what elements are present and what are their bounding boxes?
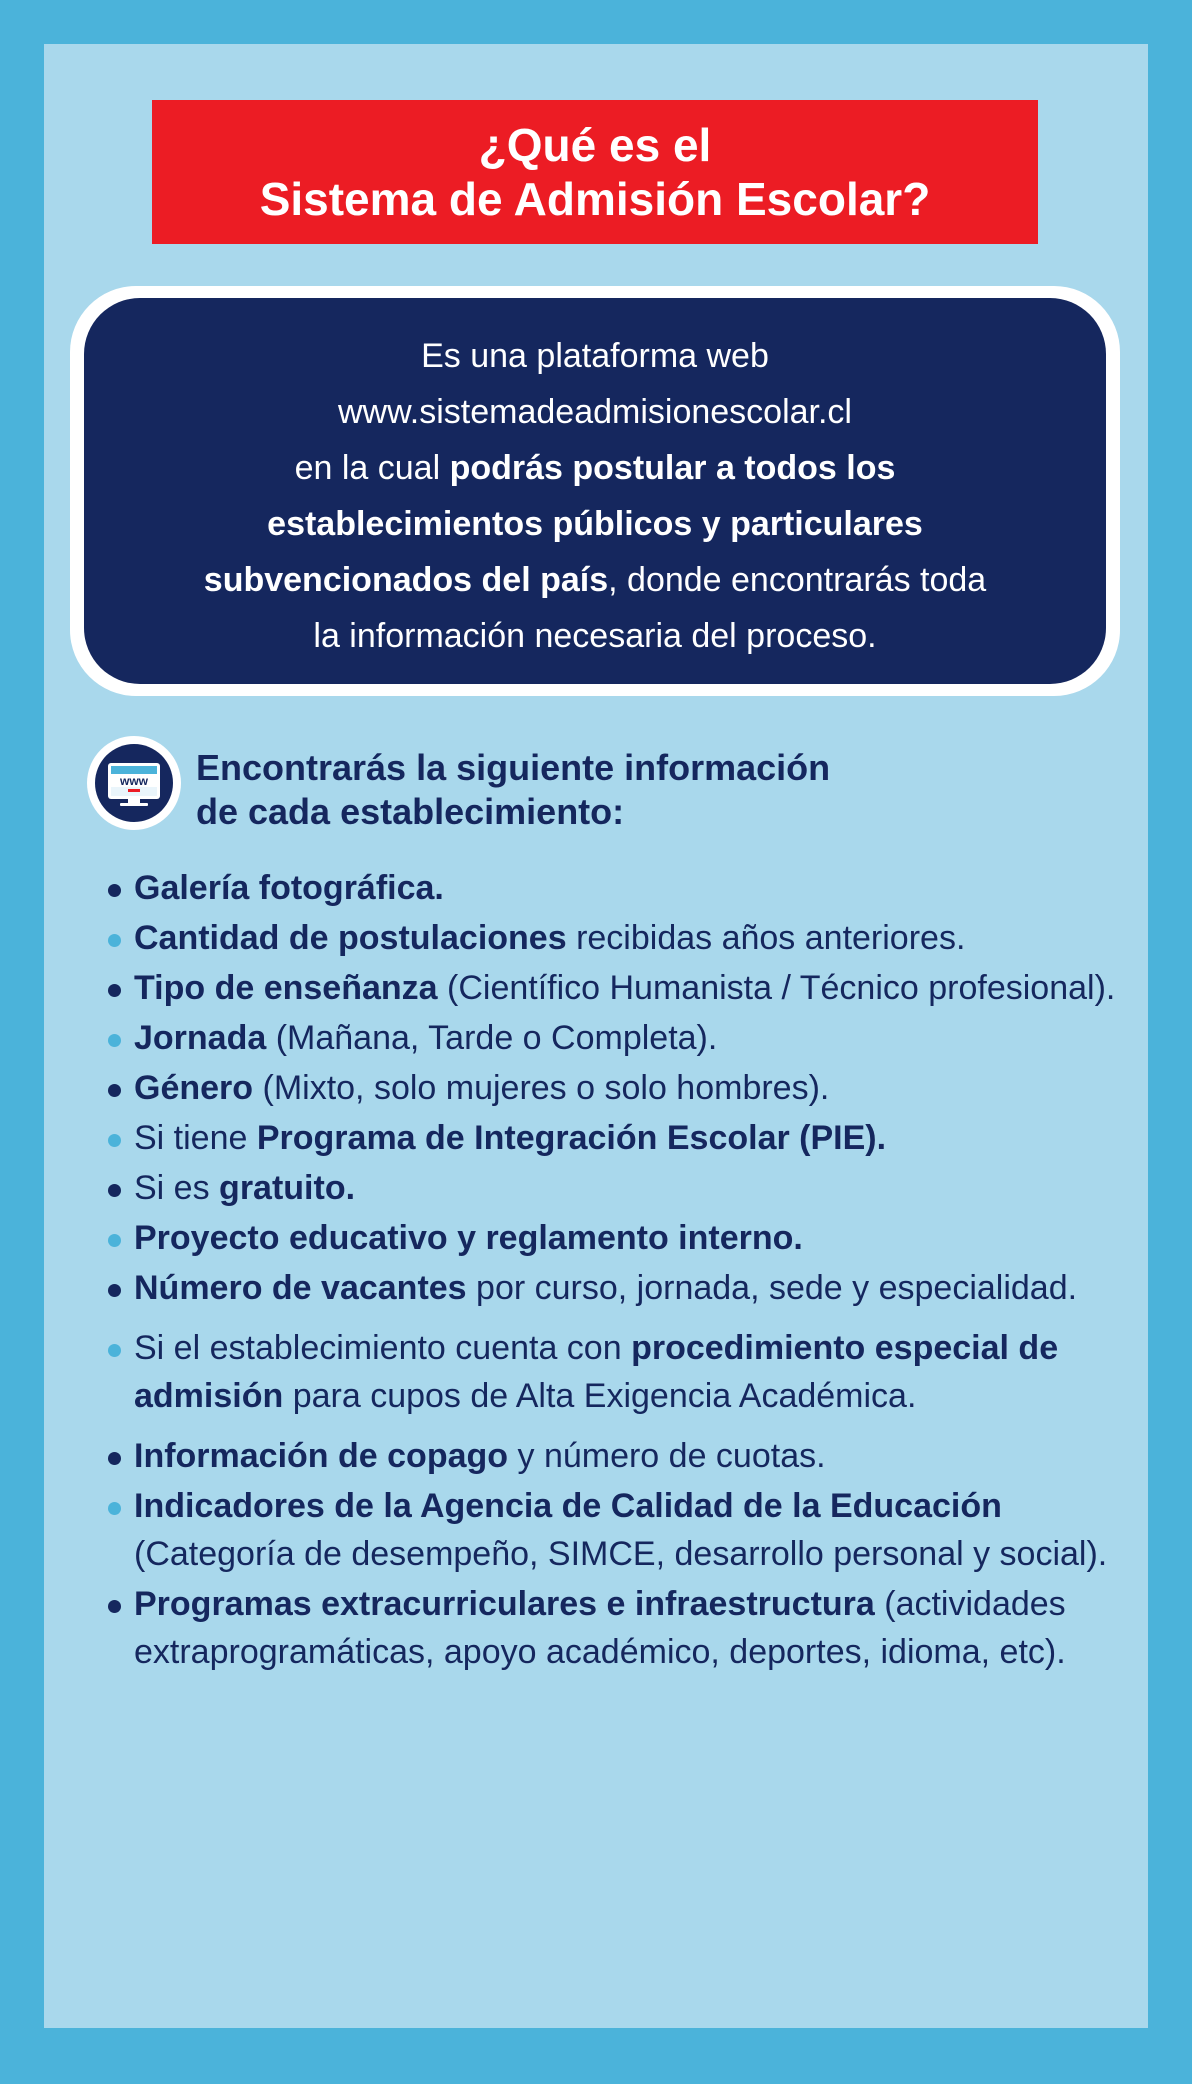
list-item — [100, 1432, 1130, 1480]
intro-bold-text: podrás postular a todos los — [449, 449, 896, 487]
intro-box — [84, 298, 1106, 684]
monitor-icon — [106, 759, 162, 807]
item-bold-text: gratuito. — [219, 1169, 356, 1207]
list-item — [100, 1580, 1130, 1676]
title-line-1: ¿Qué es el — [478, 119, 712, 171]
title-line-2: Sistema de Admisión Escolar? — [259, 173, 931, 225]
info-list — [100, 864, 1130, 1678]
www-icon-background — [95, 744, 173, 822]
item-bold-text: Tipo de enseñanza — [134, 969, 438, 1007]
item-bold-text: Jornada — [134, 1019, 267, 1057]
page-title — [152, 100, 1038, 244]
intro-text: , donde encontrarás toda — [608, 561, 987, 599]
section-heading — [196, 746, 1096, 834]
item-text: recibidas años anteriores. — [566, 919, 966, 957]
item-text: Si el establecimiento cuenta con — [134, 1329, 632, 1367]
bullet-dot — [108, 1284, 121, 1297]
bullet-dot — [108, 1344, 121, 1357]
item-text: (Categoría de desempeño, SIMCE, desarrollo personal y social). — [134, 1535, 1108, 1573]
item-bold-text: procedimiento especial de admisión — [134, 1329, 1059, 1415]
section-heading-line-1: Encontrarás la siguiente información — [196, 747, 831, 788]
item-text: (Mixto, solo mujeres o solo hombres). — [253, 1069, 830, 1107]
item-text: (actividades extraprogramáticas, apoyo académico, deportes, idioma, etc). — [134, 1585, 1066, 1671]
bullet-dot — [108, 934, 121, 947]
item-bold-text: Programa de Integración Escolar (PIE). — [256, 1119, 887, 1157]
intro-line-1: Es una plataforma web — [421, 337, 769, 375]
item-text: (Científico Humanista / Técnico profesional). — [437, 969, 1116, 1007]
list-item — [100, 1482, 1130, 1578]
list-item — [100, 1114, 1130, 1162]
bullet-dot — [108, 1452, 121, 1465]
bullet-dot — [108, 1134, 121, 1147]
item-text: para cupos de Alta Exigencia Académica. — [283, 1377, 917, 1415]
www-monitor-icon — [87, 736, 181, 830]
bullet-dot — [108, 1034, 121, 1047]
intro-url: www.sistemadeadmisionescolar.cl — [338, 393, 852, 431]
item-text: por curso, jornada, sede y especialidad. — [466, 1269, 1078, 1307]
intro-line-3 — [104, 440, 1086, 496]
item-bold-text: Número de vacantes — [134, 1269, 467, 1307]
list-item — [100, 1014, 1130, 1062]
item-text: Si es — [134, 1169, 220, 1207]
intro-line-4: establecimientos públicos y particulares — [267, 505, 923, 543]
list-item — [100, 1264, 1130, 1312]
item-text: Si tiene — [134, 1119, 257, 1157]
list-item — [100, 964, 1130, 1012]
item-text: y número de cuotas. — [508, 1437, 826, 1475]
list-item — [100, 1324, 1130, 1420]
www-icon-text: www — [119, 774, 149, 788]
item-bold-text: Programas extracurriculares e infraestructura — [134, 1585, 875, 1623]
list-item — [100, 914, 1130, 962]
intro-text: en la cual — [294, 449, 450, 487]
bullet-dot — [108, 984, 121, 997]
bullet-dot — [108, 1084, 121, 1097]
item-bold-text: Género — [134, 1069, 254, 1107]
intro-line-5 — [104, 552, 1086, 608]
item-bold-text: Proyecto educativo y reglamento interno. — [134, 1219, 803, 1257]
bullet-dot — [108, 1184, 121, 1197]
bullet-dot — [108, 1234, 121, 1247]
item-bold-text: Información de copago — [134, 1437, 509, 1475]
item-bold-text: Cantidad de postulaciones — [134, 919, 567, 957]
item-bold-text: Galería fotográfica. — [134, 869, 444, 907]
list-item — [100, 1064, 1130, 1112]
bullet-dot — [108, 1502, 121, 1515]
intro-line-6: la información necesaria del proceso. — [313, 617, 877, 655]
item-bold-text: Indicadores de la Agencia de Calidad de la Educación — [134, 1487, 1002, 1525]
item-text: (Mañana, Tarde o Completa). — [266, 1019, 718, 1057]
list-item — [100, 864, 1130, 912]
section-heading-line-2: de cada establecimiento: — [196, 791, 625, 832]
list-item — [100, 1164, 1130, 1212]
list-item — [100, 1214, 1130, 1262]
intro-bold-text: subvencionados del país — [203, 561, 609, 599]
bullet-dot — [108, 1600, 121, 1613]
bullet-dot — [108, 884, 121, 897]
